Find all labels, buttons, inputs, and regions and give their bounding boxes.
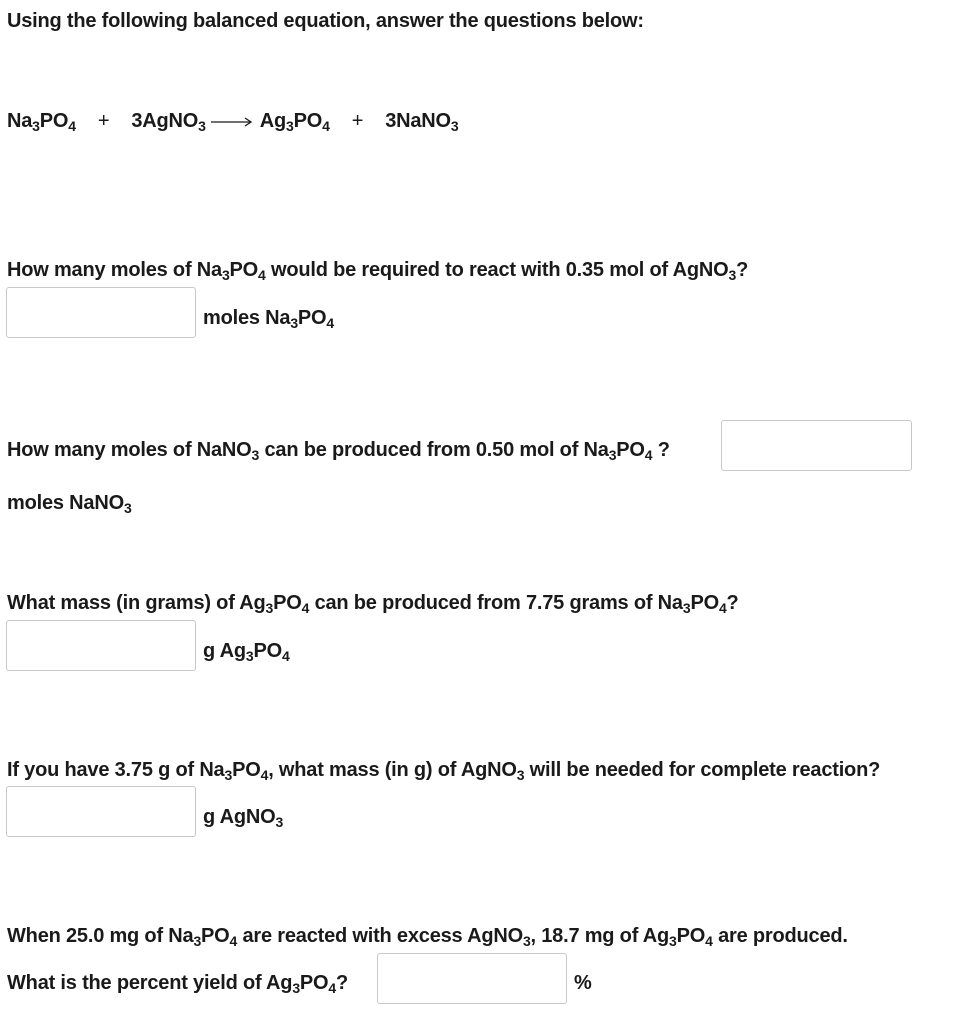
question-2-unit-label: moles NaNO$_3$ — [7, 492, 132, 516]
product-sodium-nitrate: 3NaNO$_3$ — [385, 110, 459, 134]
question-3-answer-input[interactable] — [6, 620, 196, 671]
question-4-unit-label: g AgNO$_3$ — [203, 806, 284, 830]
question-3-unit-label: g $Ag_3PO_4$ — [203, 640, 290, 664]
question-4-text: If you have 3.75 g of $Na_3PO_4$, what mass (in g) of AgNO$_3$ will be needed for complete reaction? — [7, 759, 881, 783]
question-5-text-line-1: When 25.0 mg of $Na_3PO_4$ are reacted with excess AgNO$_3$, 18.7 mg of $Ag_3PO_4$ are produced. — [7, 925, 848, 949]
plus-sign: + — [351, 110, 364, 132]
plus-sign: + — [97, 110, 110, 132]
reaction-arrow-icon — [210, 116, 254, 128]
question-2-answer-input[interactable] — [721, 420, 912, 471]
question-1-unit-label: moles $Na_3PO_4$ — [203, 307, 335, 331]
instructions-text: Using the following balanced equation, answer the questions below: — [7, 10, 644, 32]
question-5-answer-input[interactable] — [377, 953, 567, 1004]
question-2-text: How many moles of NaNO$_3$ can be produced from 0.50 mol of $Na_3PO_4$ ? — [7, 439, 670, 463]
reactant-sodium-phosphate: $Na_3PO_4$ — [7, 110, 76, 134]
balanced-equation — [7, 109, 459, 133]
question-5-percent-label: % — [574, 972, 592, 994]
reactant-silver-nitrate: 3AgNO$_3$ — [131, 110, 206, 134]
question-4-answer-input[interactable] — [6, 786, 196, 837]
question-1-text: How many moles of $Na_3PO_4$ would be required to react with 0.35 mol of AgNO$_3$? — [7, 259, 749, 283]
product-silver-phosphate: $Ag_3PO_4$ — [259, 110, 330, 134]
question-1-answer-input[interactable] — [6, 287, 196, 338]
question-3-text: What mass (in grams) of $Ag_3PO_4$ can be produced from 7.75 grams of $Na_3PO_4$? — [7, 592, 739, 616]
question-5-text-line-2: What is the percent yield of $Ag_3PO_4$? — [7, 972, 349, 996]
